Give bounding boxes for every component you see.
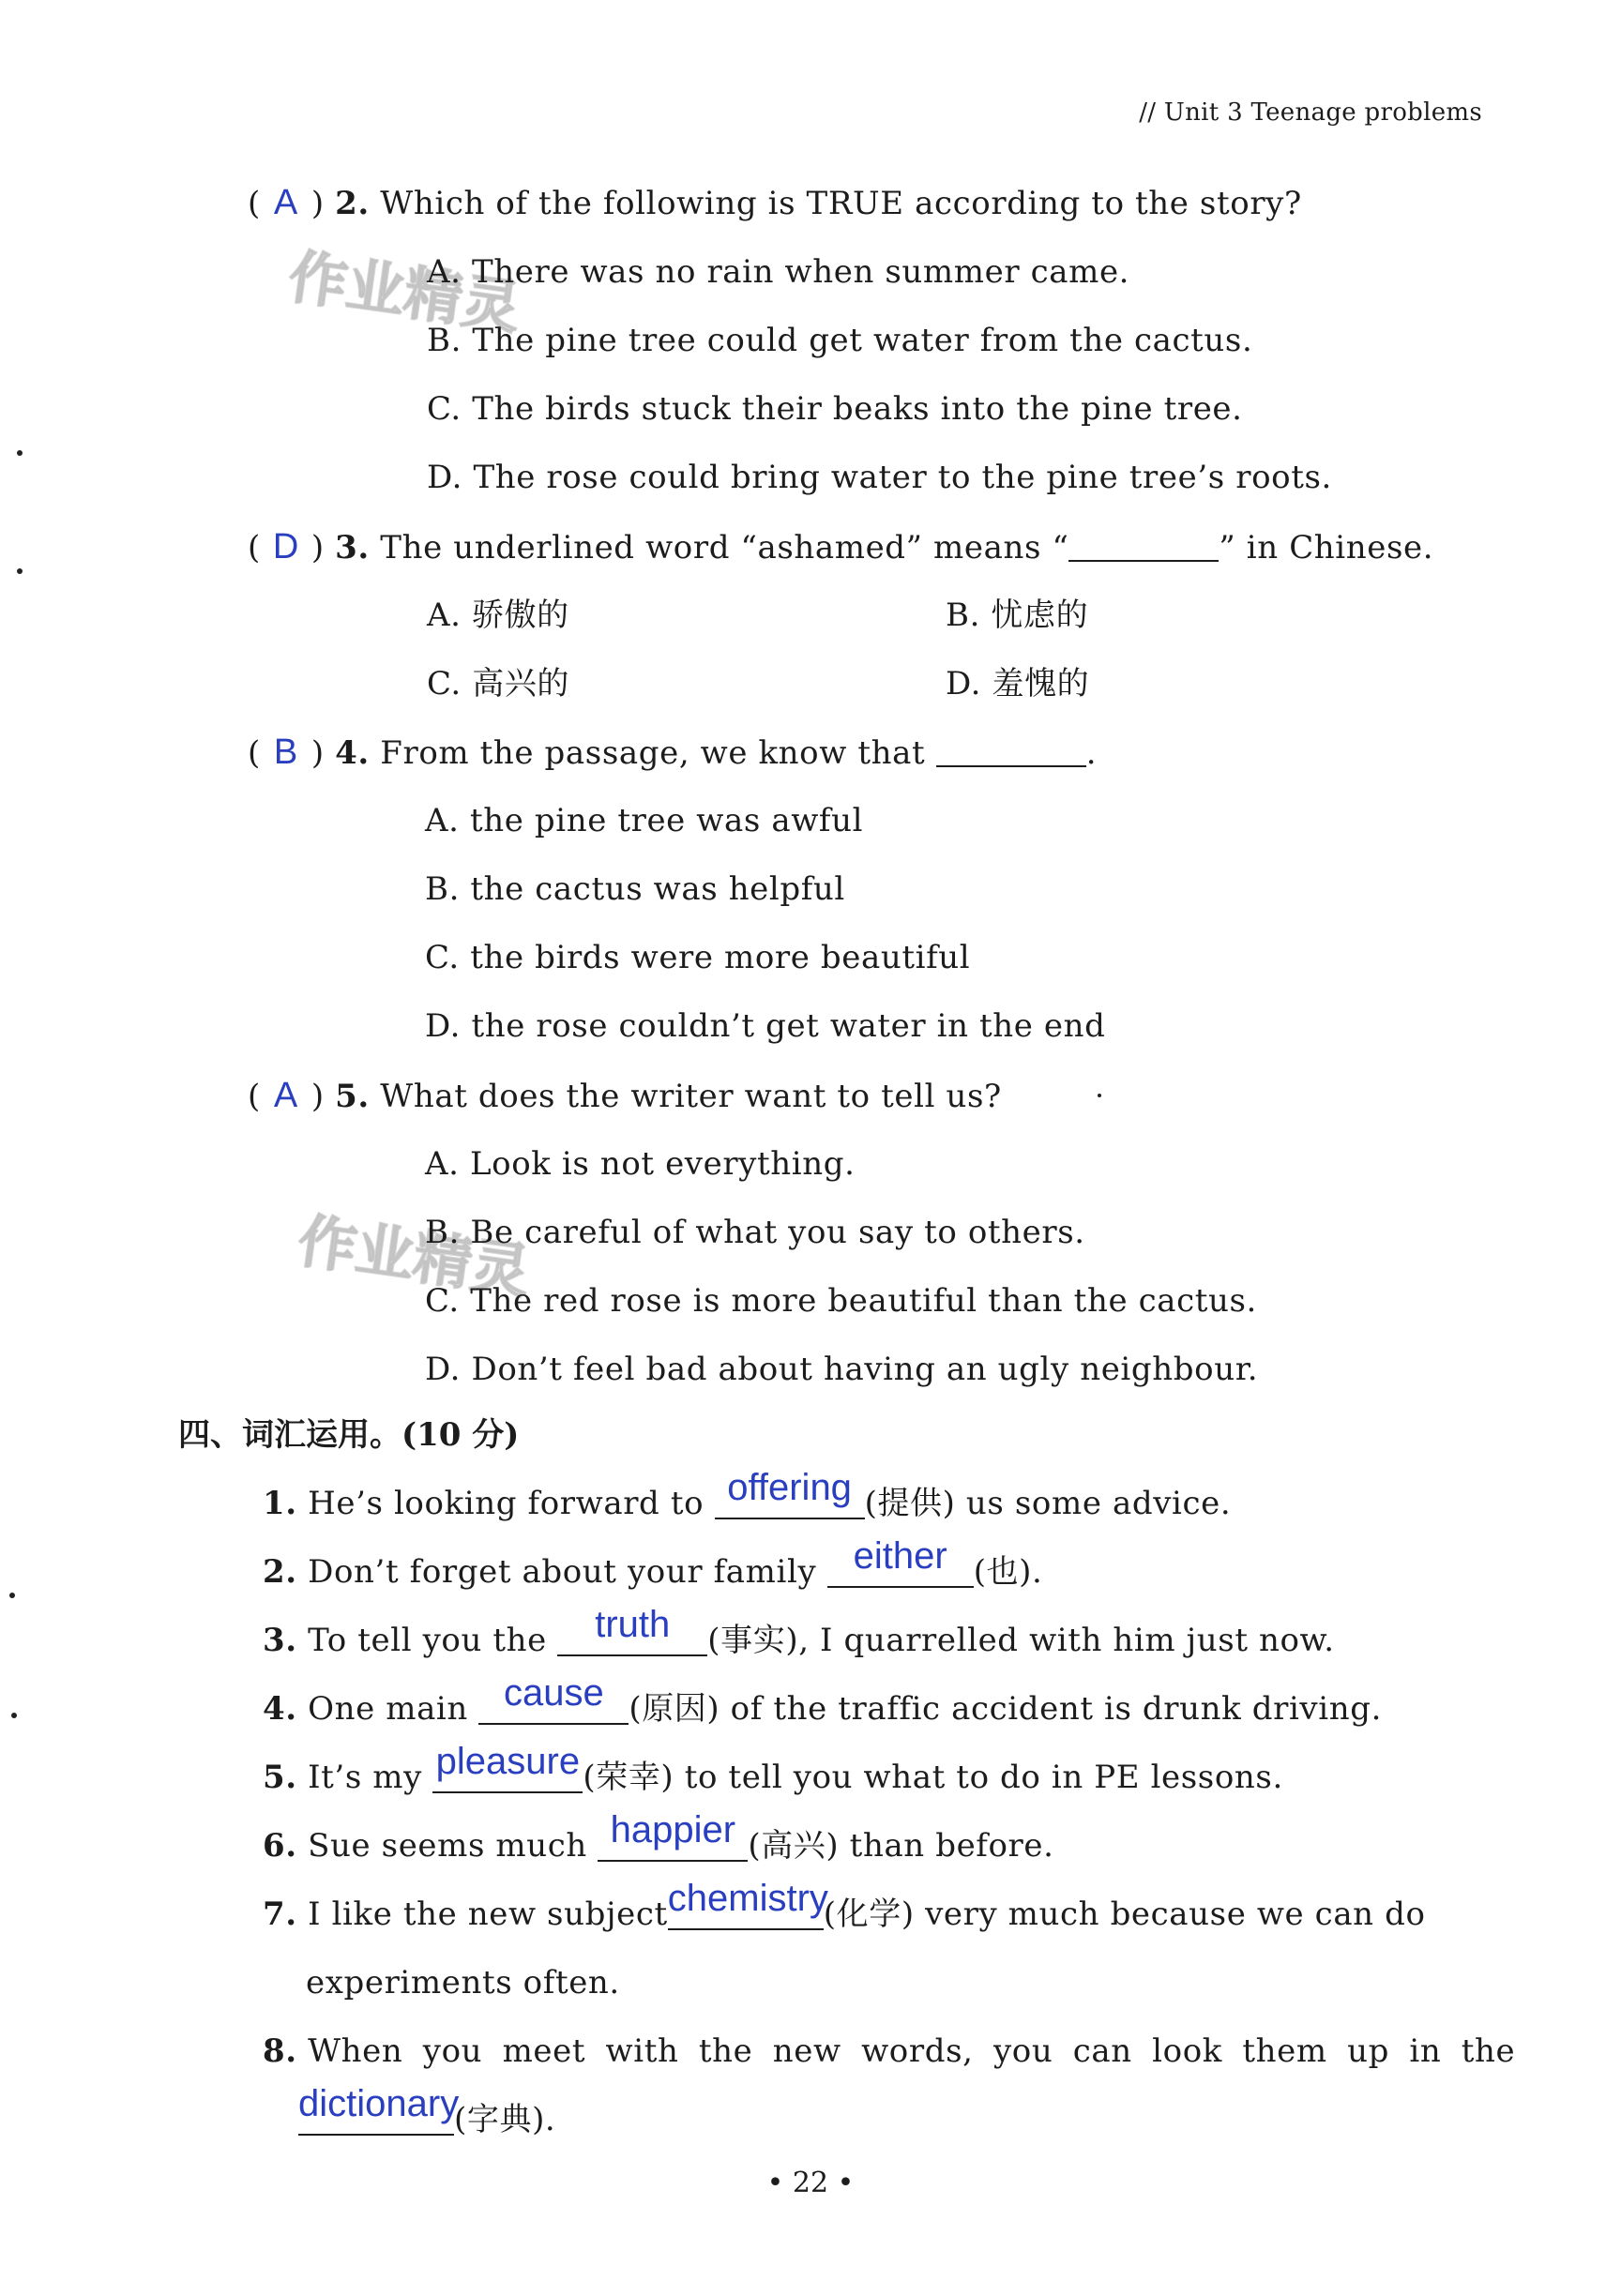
item-text-end: (字典).	[454, 2101, 556, 2138]
option: D. 羞愧的	[946, 665, 1090, 702]
answer-choice: A	[273, 183, 298, 222]
filled-answer: truth	[595, 1604, 671, 1645]
answer-choice: B	[273, 733, 298, 772]
answer-blank	[298, 2083, 460, 2136]
option: B. Be careful of what you say to others.	[425, 1214, 1085, 1251]
answer-blank	[478, 1672, 629, 1725]
page-number: • 22 •	[766, 2167, 855, 2199]
option: A. the pine tree was awful	[425, 802, 864, 839]
item-number: 4.	[263, 1690, 297, 1728]
item-number: 8.	[263, 2032, 297, 2070]
answer-paren-open: (	[248, 185, 261, 222]
filled-answer: chemistry	[667, 1878, 828, 1919]
question-4	[248, 732, 1097, 774]
option: A. 骄傲的	[427, 597, 569, 634]
option: C. the birds were more beautiful	[425, 939, 971, 976]
item-number: 3.	[263, 1622, 297, 1659]
vocab-item-8	[263, 2031, 1515, 2072]
filled-answer: either	[853, 1535, 947, 1577]
option: D. The rose could bring water to the pine tree’s roots.	[427, 459, 1332, 496]
item-text-end: (也).	[973, 1553, 1043, 1591]
answer-blank	[557, 1604, 707, 1656]
vocab-item-4	[263, 1672, 1382, 1730]
question-text-end: ” in Chinese.	[1219, 529, 1434, 566]
item-text: When you meet with the new words, you can look them up in the	[308, 2032, 1516, 2070]
section-title: 四、词汇运用。(10 分)	[178, 1416, 520, 1454]
vocab-item-8-continuation	[298, 2083, 556, 2140]
answer-paren-close: )	[311, 185, 325, 222]
answer-paren-close: )	[311, 529, 325, 566]
item-text: I like the new subject	[308, 1896, 668, 1933]
answer-choice: A	[273, 1076, 298, 1115]
question-2	[248, 182, 1302, 224]
question-3	[248, 526, 1433, 568]
option: B. 忧虑的	[946, 597, 1089, 634]
item-text-end: (高兴) than before.	[748, 1827, 1054, 1865]
filled-answer: offering	[727, 1467, 852, 1508]
answer-paren-open: (	[248, 1078, 261, 1115]
answer-paren-open: (	[248, 734, 261, 772]
item-text-end: (提供) us some advice.	[864, 1485, 1232, 1522]
watermark-logo: 作业精灵	[294, 1206, 535, 1307]
margin-dot	[9, 1593, 15, 1598]
item-text: Sue seems much	[308, 1827, 587, 1865]
item-text: He’s looking forward to	[308, 1485, 704, 1522]
option: D. the rose couldn’t get water in the end	[425, 1007, 1106, 1045]
question-number: 3.	[335, 529, 370, 566]
question-text: Which of the following is TRUE according to the story?	[380, 185, 1302, 222]
item-text: To tell you the	[308, 1622, 547, 1659]
margin-dot	[1098, 1094, 1101, 1097]
vocab-item-6	[263, 1809, 1054, 1866]
option: A. Look is not everything.	[425, 1145, 856, 1183]
filled-answer: happier	[610, 1809, 736, 1850]
answer-paren-open: (	[248, 529, 261, 566]
item-number: 5.	[263, 1759, 297, 1796]
question-number: 5.	[335, 1078, 370, 1115]
vocab-item-7-continuation: experiments often.	[306, 1964, 620, 2001]
answer-blank	[715, 1467, 865, 1519]
answer-blank	[1068, 532, 1219, 562]
question-text: From the passage, we know that	[380, 734, 926, 772]
item-text-end: (荣幸) to tell you what to do in PE lessons.	[583, 1759, 1283, 1796]
item-text-end: (事实), I quarrelled with him just now.	[707, 1622, 1335, 1659]
option: C. 高兴的	[427, 665, 570, 702]
answer-blank	[598, 1809, 748, 1862]
margin-dot	[17, 450, 23, 456]
vocab-item-7	[263, 1878, 1426, 1935]
filled-answer: cause	[503, 1672, 604, 1714]
vocab-item-5	[263, 1741, 1283, 1798]
question-number: 2.	[335, 185, 370, 222]
filled-answer: pleasure	[435, 1741, 581, 1782]
margin-dot	[11, 1713, 17, 1718]
question-text: What does the writer want to tell us?	[380, 1078, 1002, 1115]
item-text-end: (化学) very much because we can do	[823, 1896, 1426, 1933]
item-text: It’s my	[308, 1759, 422, 1796]
answer-blank	[827, 1535, 974, 1588]
question-text-end: .	[1085, 734, 1098, 772]
question-number: 4.	[335, 734, 370, 772]
answer-choice: D	[272, 527, 299, 566]
answer-paren-close: )	[311, 734, 325, 772]
answer-blank	[936, 737, 1086, 767]
vocab-item-3	[263, 1604, 1335, 1661]
item-text-end: (原因) of the traffic accident is drunk driving.	[629, 1690, 1382, 1728]
filled-answer: dictionary	[298, 2083, 460, 2124]
item-number: 7.	[263, 1896, 297, 1933]
vocab-item-1	[263, 1467, 1232, 1524]
option: D. Don’t feel bad about having an ugly neighbour.	[425, 1351, 1259, 1388]
item-number: 2.	[263, 1553, 297, 1591]
answer-paren-close: )	[311, 1078, 325, 1115]
answer-blank	[667, 1878, 828, 1930]
option: B. The pine tree could get water from the cactus.	[427, 322, 1253, 359]
item-text: One main	[308, 1690, 468, 1728]
question-5	[248, 1075, 1002, 1117]
option: A. There was no rain when summer came.	[427, 253, 1130, 291]
margin-dot	[17, 568, 23, 574]
option: B. the cactus was helpful	[425, 870, 845, 908]
option: C. The birds stuck their beaks into the pine tree.	[427, 390, 1243, 428]
question-text: The underlined word “ashamed” means “	[380, 529, 1069, 566]
item-number: 6.	[263, 1827, 297, 1865]
vocab-item-2	[263, 1535, 1043, 1593]
option: C. The red rose is more beautiful than the cactus.	[425, 1282, 1257, 1320]
watermark-logo: 作业精灵	[284, 242, 525, 342]
running-header: // Unit 3 Teenage problems	[1139, 98, 1482, 127]
answer-blank	[432, 1741, 583, 1793]
item-text: Don’t forget about your family	[308, 1553, 817, 1591]
item-number: 1.	[263, 1485, 297, 1522]
